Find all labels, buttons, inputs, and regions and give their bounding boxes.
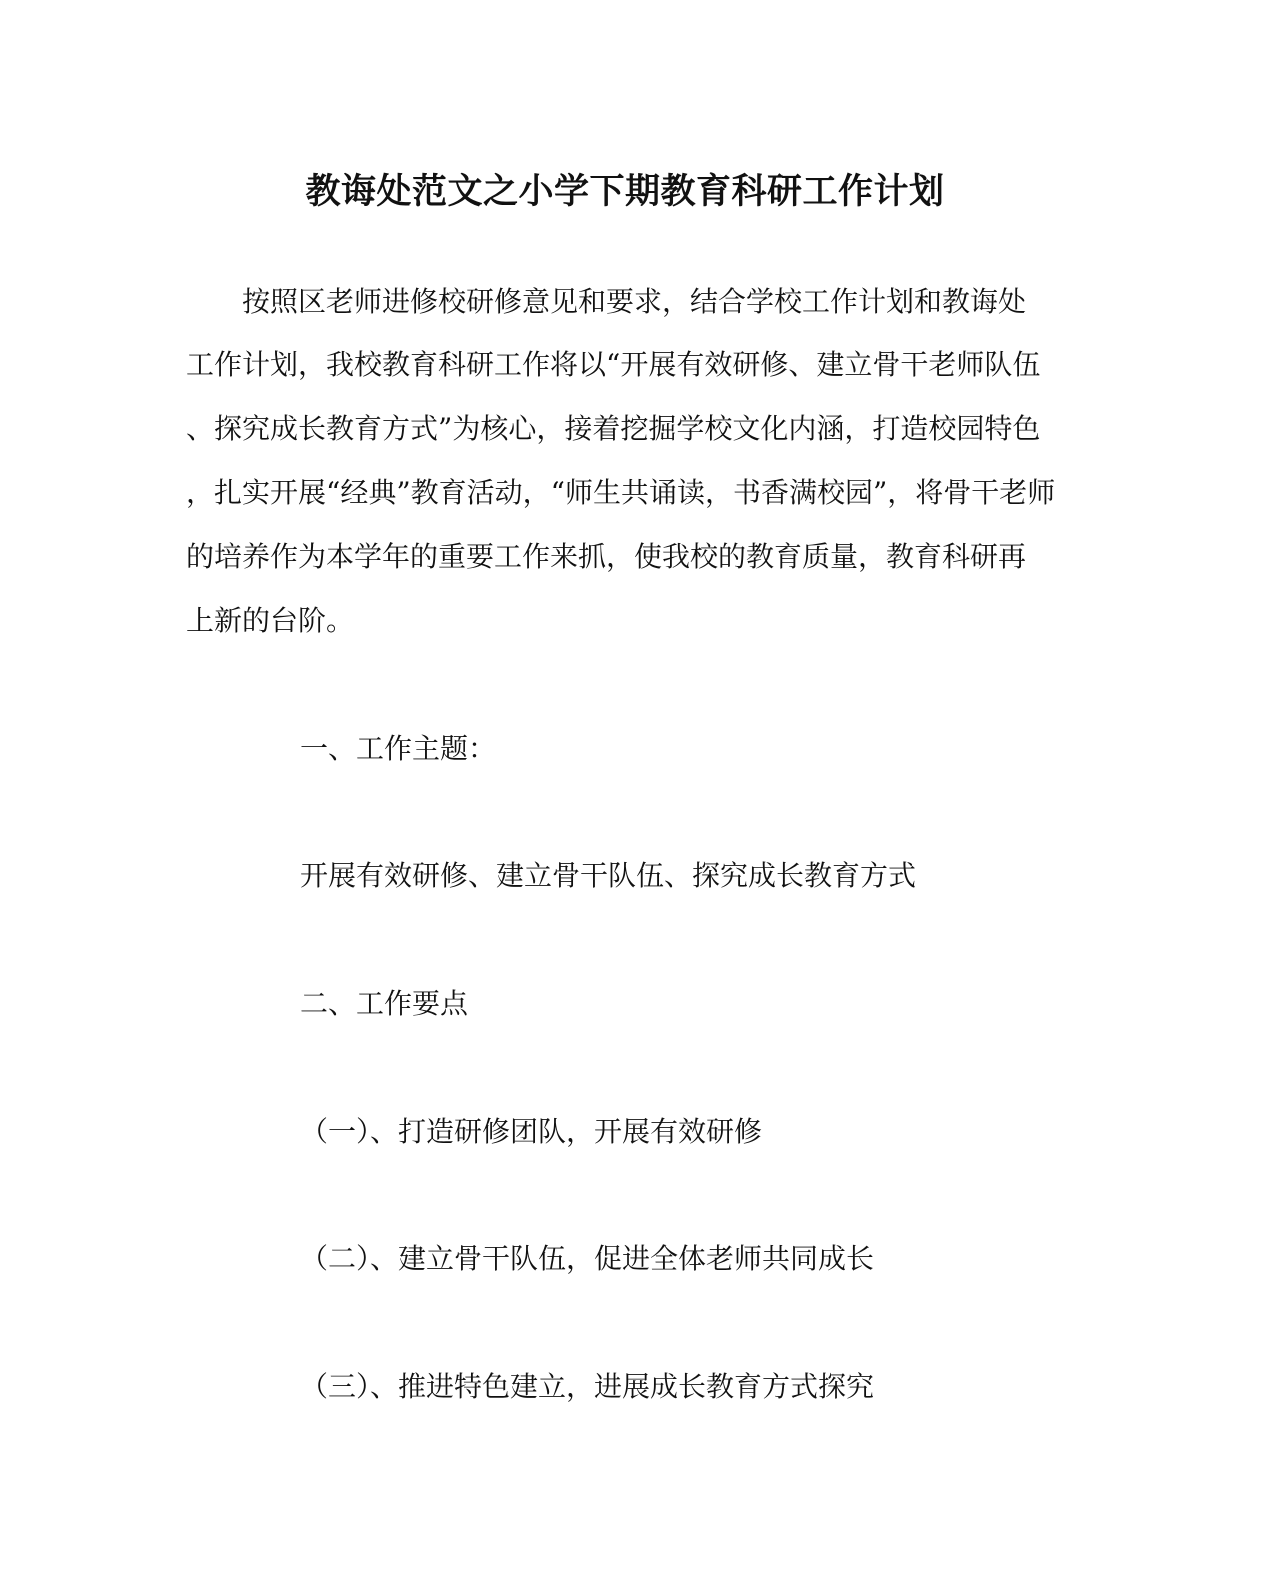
work-point: （三）、推进特色建立，进展成长教育方式探究 (300, 1370, 875, 1403)
work-point: （一）、打造研修团队，开展有效研修 (300, 1115, 763, 1148)
intro-line: 按照区老师进修校研修意见和要求，结合学校工作计划和教诲处 (186, 285, 1027, 318)
section-body: 开展有效研修、建立骨干队伍、探究成长教育方式 (300, 859, 917, 892)
intro-line: ，扎实开展“经典”教育活动，“师生共诵读，书香满校园”，将骨干老师 (186, 476, 1056, 509)
document-title: 教诲处范文之小学下期教育科研工作计划 (305, 171, 945, 212)
work-point: （二）、建立骨干队伍，促进全体老师共同成长 (300, 1242, 875, 1275)
intro-line: 上新的台阶。 (186, 604, 355, 637)
section-heading: 二、工作要点 (300, 987, 469, 1020)
intro-line: 、探究成长教育方式”为核心，接着挖掘学校文化内涵，打造校园特色 (186, 412, 1041, 445)
section-heading: 一、工作主题： (300, 732, 497, 765)
intro-line: 的培养作为本学年的重要工作来抓，使我校的教育质量，教育科研再 (186, 540, 1027, 573)
intro-line: 工作计划，我校教育科研工作将以“开展有效研修、建立骨干老师队伍 (186, 348, 1041, 381)
